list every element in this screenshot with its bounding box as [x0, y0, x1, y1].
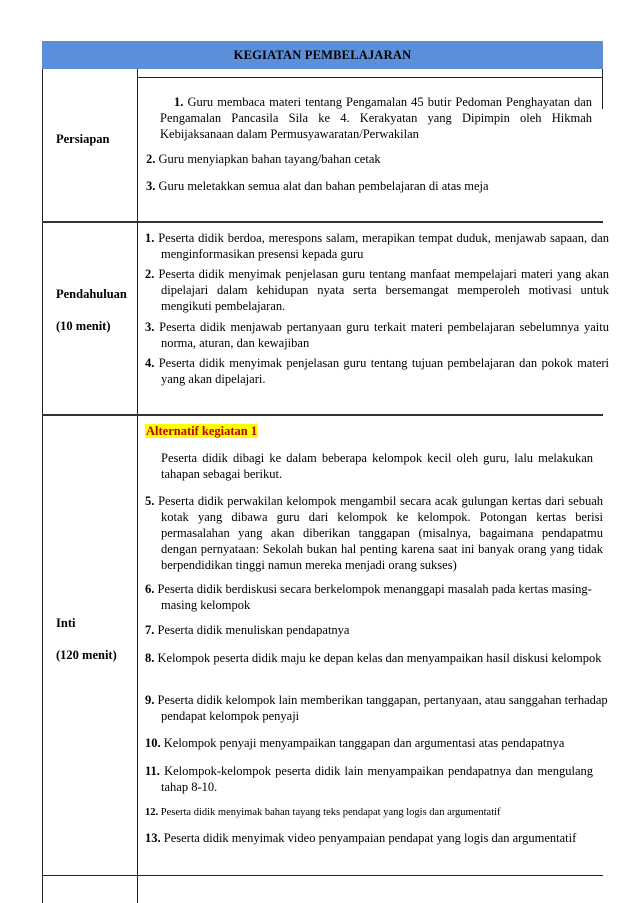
pendahuluan-label: Pendahuluan — [56, 287, 127, 301]
item-text: Kelompok penyaji menyampaikan tanggapan dan argumentasi atas pendapatnya — [163, 736, 565, 750]
pendahuluan-duration: (10 menit) — [56, 319, 111, 333]
inti-item-10 — [145, 735, 593, 751]
item-text: Guru meletakkan semua alat dan bahan pembelajaran di atas meja — [158, 179, 489, 193]
item-text: Peserta didik menyimak penjelasan guru tentang manfaat mempelajari materi yang akan dipelajari dalam kehidupan nyata serta bersemangat memperoleh motivasi untuk mengikuti pembelajaran. — [158, 267, 610, 313]
alternatif-label — [145, 423, 258, 439]
intro-text: Peserta didik dibagi ke dalam beberapa kelompok kecil oleh guru, lalu melakukan tahapan sebagai berikut. — [161, 451, 593, 481]
inti-item-7 — [145, 622, 609, 638]
item-number: 10. — [145, 736, 161, 750]
alternatif-highlight: Alternatif kegiatan 1 — [146, 424, 258, 438]
inti-item-11 — [145, 763, 593, 795]
inti-label: Inti — [56, 616, 76, 630]
item-number: 2. — [145, 267, 155, 281]
inti-item-13 — [145, 830, 601, 846]
row-divider-2 — [42, 414, 603, 416]
item-number: 7. — [145, 623, 155, 637]
item-text: Peserta didik berdoa, merespons salam, merapikan tempat duduk, menjawab sapaan, dan menginformasikan presensi kepada guru — [158, 231, 609, 261]
item-number: 5. — [145, 494, 155, 508]
item-text: Peserta didik berdiskusi secara berkelompok menanggapi masalah pada kertas masing-masing kelompok — [157, 582, 592, 612]
item-number: 13. — [145, 831, 161, 845]
item-text: Guru menyiapkan bahan tayang/bahan cetak — [158, 152, 381, 166]
persiapan-label: Persiapan — [56, 132, 110, 146]
inti-item-5 — [145, 493, 603, 573]
pendahuluan-item-3 — [145, 319, 609, 351]
item-number: 11. — [145, 764, 160, 778]
persiapan-item-1 — [160, 94, 592, 142]
column-divider — [137, 69, 138, 903]
right-header-line — [137, 77, 603, 78]
inti-item-8 — [145, 650, 609, 666]
item-text: Kelompok peserta didik maju ke depan kelas dan menyampaikan hasil diskusi kelompok — [157, 651, 602, 665]
right-border-top — [602, 69, 603, 109]
inti-intro — [161, 450, 593, 482]
table-header: KEGIATAN PEMBELAJARAN — [42, 41, 603, 69]
item-number: 8. — [145, 651, 155, 665]
item-text: Kelompok-kelompok peserta didik lain menyampaikan pendapatnya dan mengulang tahap 8-10. — [161, 764, 593, 794]
item-number: 12. — [145, 807, 159, 818]
item-text: Guru membaca materi tentang Pengamalan 45 butir Pedoman Penghayatan dan Pengamalan Pancasila Sila ke 4. Kerakyatan yang Dipimpin oleh Hikmah Kebijaksanaan dalam Permusyawaratan/Perwakilan — [160, 95, 593, 141]
inti-item-9 — [145, 692, 609, 724]
pendahuluan-item-1 — [145, 230, 609, 262]
item-text: Peserta didik menyimak bahan tayang teks pendapat yang logis dan argumentatif — [160, 807, 501, 818]
item-number: 9. — [145, 693, 155, 707]
item-text: Peserta didik menuliskan pendapatnya — [157, 623, 350, 637]
item-text: Peserta didik menyimak penjelasan guru tentang tujuan pembelajaran dan pokok materi yang akan dipelajari. — [158, 356, 610, 386]
item-text: Peserta didik perwakilan kelompok mengambil secara acak gulungan kertas dari sebuah kotak yang dibawa guru dari kelompok ke kelompok. Potongan kertas berisi permasalahan yang akan diberikan tanggapan (misalnya, bagaimana pendapatmu dengan pernyataan: Sekolah bukan hal penting karena saat ini banyak orang yang tidak berpendidikan tinggi namun mereka menjadi orang sukses) — [158, 494, 604, 572]
item-number: 1. — [174, 95, 184, 109]
inti-item-12 — [145, 805, 593, 821]
item-number: 3. — [145, 320, 155, 334]
row-divider-1 — [42, 221, 603, 223]
inti-duration: (120 menit) — [56, 648, 117, 662]
inti-item-6 — [145, 581, 609, 613]
persiapan-item-3 — [146, 178, 592, 194]
pendahuluan-item-2 — [145, 266, 609, 314]
item-text: Peserta didik menyimak video penyampaian pendapat yang logis dan argumentatif — [163, 831, 577, 845]
item-number: 1. — [145, 231, 155, 245]
item-number: 6. — [145, 582, 155, 596]
item-number: 2. — [146, 152, 156, 166]
item-number: 4. — [145, 356, 155, 370]
item-text: Peserta didik kelompok lain memberikan tanggapan, pertanyaan, atau sanggahan terhadap pendapat kelompok penyaji — [157, 693, 608, 723]
item-number: 3. — [146, 179, 156, 193]
bottom-border — [42, 875, 603, 876]
persiapan-item-2 — [146, 151, 592, 167]
left-border — [42, 69, 43, 903]
pendahuluan-item-4 — [145, 355, 609, 387]
item-text: Peserta didik menjawab pertanyaan guru terkait materi pembelajaran sebelumnya yaitu norma, aturan, dan kewajiban — [159, 320, 610, 350]
